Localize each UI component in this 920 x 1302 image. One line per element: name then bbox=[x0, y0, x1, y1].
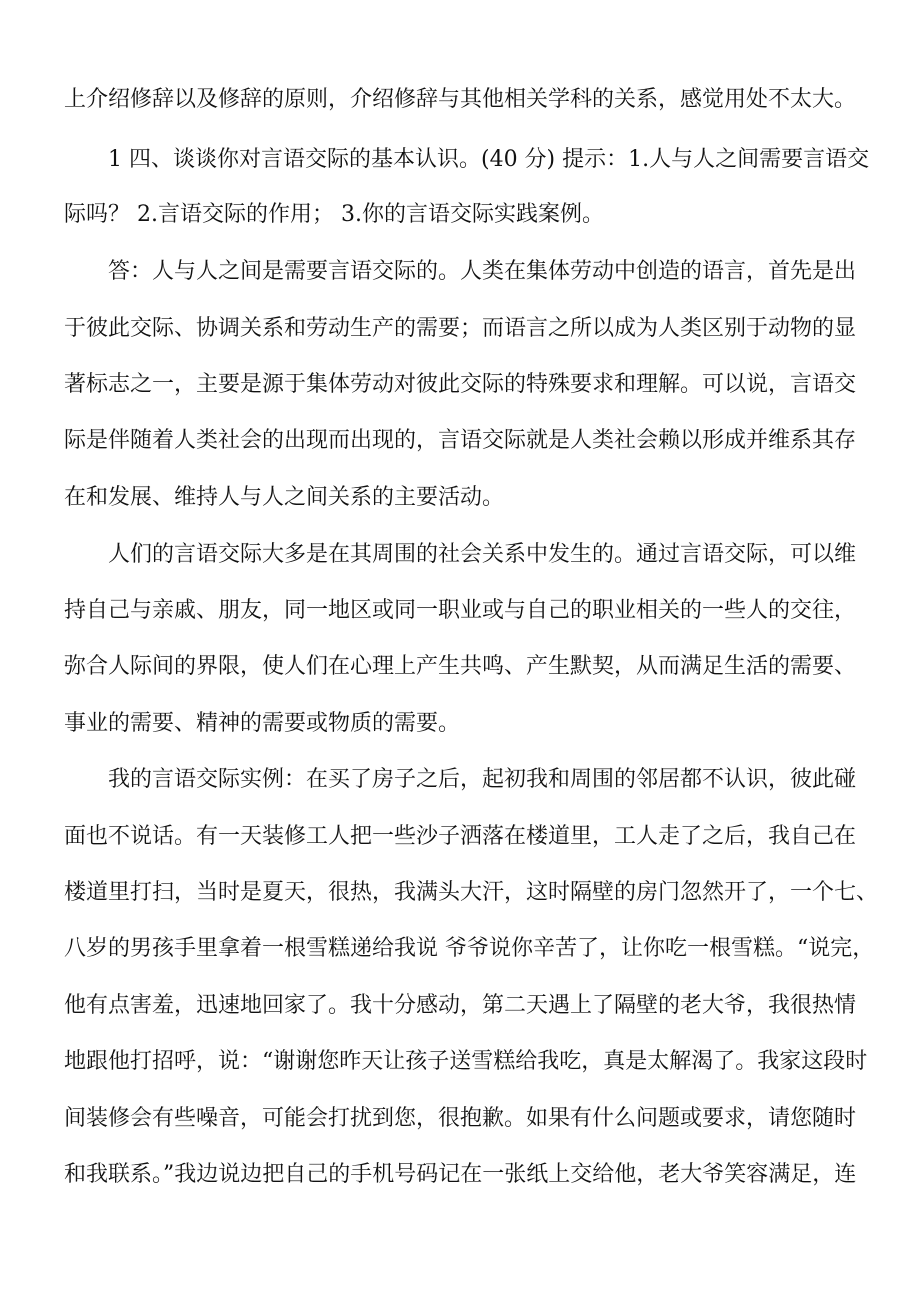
text-line: 他有点害羞，迅速地回家了。我十分感动，第二天遇上了隔壁的老大爷，我很热情 bbox=[64, 993, 857, 1018]
text-line: 八岁的男孩手里拿着一根雪糕递给我说 爷爷说你辛苦了，让你吃一根雪糕。“说完， bbox=[64, 936, 875, 961]
text-line: 持自己与亲戚、朋友，同一地区或同一职业或与自己的职业相关的一些人的交往， bbox=[64, 598, 857, 623]
text-line: 在和发展、维持人与人之间关系的主要活动。 bbox=[64, 485, 505, 510]
text-line: 事业的需要、精神的需要或物质的需要。 bbox=[64, 711, 461, 736]
text-line: 面也不说话。有一天装修工人把一些沙子洒落在楼道里，工人走了之后，我自己在 bbox=[64, 824, 857, 849]
text-line: 楼道里打扫，当时是夏天，很热，我满头大汗，这时隔壁的房门忽然开了，一个七、 bbox=[64, 880, 879, 905]
text-line: 间装修会有些噪音，可能会打扰到您，很抱歉。如果有什么问题或要求，请您随时 bbox=[64, 1106, 857, 1131]
text-line: 上介绍修辞以及修辞的原则，介绍修辞与其他相关学科的关系，感觉用处不太大。 bbox=[64, 87, 857, 112]
text-line: 际是伴随着人类社会的出现而出现的，言语交际就是人类社会赖以形成并维系其存 bbox=[64, 428, 857, 453]
text-line: 答：人与人之间是需要言语交际的。人类在集体劳动中创造的语言，首先是出 bbox=[108, 259, 857, 284]
text-line: 1 四、谈谈你对言语交际的基本认识。(40 分) 提示：1.人与人之间需要言语交 bbox=[108, 147, 870, 172]
text-line: 和我联系。”我边说边把自己的手机号码记在一张纸上交给他，老大爷笑容满足，连 bbox=[64, 1162, 857, 1187]
text-line: 际吗？ 2.言语交际的作用； 3.你的言语交际实践案例。 bbox=[64, 202, 604, 227]
text-line: 于彼此交际、协调关系和劳动生产的需要；而语言之所以成为人类区别于动物的显 bbox=[64, 316, 857, 341]
text-line: 我的言语交际实例：在买了房子之后，起初我和周围的邻居都不认识，彼此碰 bbox=[108, 767, 857, 792]
text-line: 弥合人际间的界限，使人们在心理上产生共鸣、产生默契，从而满足生活的需要、 bbox=[64, 654, 857, 679]
text-line: 人们的言语交际大多是在其周围的社会关系中发生的。通过言语交际，可以维 bbox=[108, 542, 857, 567]
text-line: 地跟他打招呼，说：“谢谢您昨天让孩子送雪糕给我吃，真是太解渴了。我家这段时 bbox=[64, 1049, 868, 1074]
text-line: 著标志之一，主要是源于集体劳动对彼此交际的特殊要求和理解。可以说，言语交 bbox=[64, 372, 857, 397]
